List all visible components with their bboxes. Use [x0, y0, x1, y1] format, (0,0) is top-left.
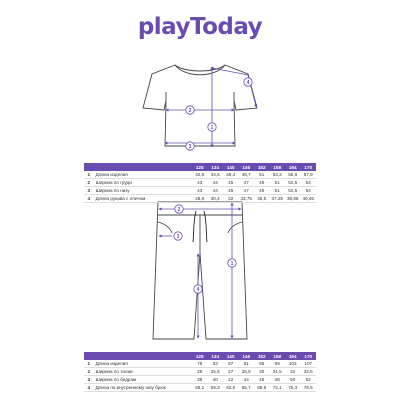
measurement-name: Ширина по низу [94, 187, 192, 195]
cell-value: 28,8 [192, 195, 208, 203]
cell-value: 25,5 [207, 368, 223, 376]
cell-value: 107 [300, 360, 316, 368]
pants-marker-1: 1 [230, 260, 234, 267]
row-number: 3 [84, 187, 94, 195]
tshirt-marker-3: 3 [188, 143, 192, 150]
cell-value: 47 [238, 179, 254, 187]
cell-value: 45 [223, 187, 239, 195]
cell-value: 43 [192, 187, 208, 195]
tshirt-size-header-row [84, 163, 316, 171]
cell-value: 68,9 [254, 384, 270, 392]
size-header: 146 [238, 352, 254, 360]
cell-value: 40 [207, 376, 223, 384]
measurement-name: Длина изделия [94, 360, 192, 368]
cell-value: 37,25 [271, 196, 283, 201]
cell-value: 52 [300, 376, 316, 384]
measurement-name: Ширина по бедрам [94, 376, 192, 384]
cell-value: 44 [207, 187, 223, 195]
cell-value: 25 [192, 368, 208, 376]
cell-value: 51 [254, 171, 270, 179]
cell-value: 57,9 [300, 171, 316, 179]
cell-value: 38,85 [286, 196, 299, 201]
cell-value: 54 [300, 187, 316, 195]
cell-value: 27 [223, 368, 239, 376]
pants-marker-4: 4 [196, 286, 200, 293]
cell-value: 54 [300, 179, 316, 187]
tshirt-marker-4: 4 [246, 79, 250, 86]
cell-value: 47 [238, 187, 254, 195]
cell-value: 48,7 [238, 171, 254, 179]
table-row [84, 171, 316, 179]
cell-value: 39 [192, 376, 208, 384]
cell-value: 44,5 [207, 171, 223, 179]
cell-value: 44 [207, 179, 223, 187]
tshirt-marker-1: 1 [210, 124, 214, 131]
cell-value: 32,5 [300, 368, 316, 376]
cell-value: 52,5 [285, 179, 301, 187]
cell-value: 55,6 [285, 171, 301, 179]
cell-value: 72,1 [269, 384, 285, 392]
cell-value: 49 [254, 187, 270, 195]
cell-value: 32 [285, 368, 301, 376]
cell-value: 52,5 [285, 187, 301, 195]
size-header: 170 [300, 163, 316, 171]
row-number: 1 [84, 360, 94, 368]
cell-value: 103 [285, 360, 301, 368]
table-row [84, 179, 316, 187]
measurement-name: Длина рукава с плечом [94, 195, 192, 203]
size-header: 164 [285, 163, 301, 171]
size-header: 158 [269, 163, 285, 171]
cell-value: 91 [238, 360, 254, 368]
row-number: 2 [84, 179, 94, 187]
cell-value: 87 [223, 360, 239, 368]
cell-value: 83 [207, 360, 223, 368]
cell-value: 40,45 [300, 195, 316, 203]
cell-value: 28,5 [238, 368, 254, 376]
cell-value: 65,7 [238, 384, 254, 392]
pants-size-table [84, 352, 316, 392]
measurement-name: Длина по внутреннему шву брюк [94, 384, 192, 392]
cell-value: 46 [254, 376, 270, 384]
cell-value: 31,5 [269, 368, 285, 376]
cell-value: 95 [254, 360, 270, 368]
table-row [84, 187, 316, 195]
cell-value: 43 [192, 179, 208, 187]
cell-value: 51 [269, 179, 285, 187]
cell-value: 49 [254, 179, 270, 187]
tshirt-marker-2: 2 [188, 107, 192, 114]
tshirt-size-table [84, 163, 316, 203]
cell-value: 42 [223, 376, 239, 384]
table-row [84, 376, 316, 384]
cell-value: 53,3 [269, 171, 285, 179]
pants-size-header-row [84, 352, 316, 360]
pants-marker-2: 2 [177, 206, 181, 213]
size-header: 140 [223, 163, 239, 171]
cell-value: 62,5 [223, 384, 239, 392]
cell-value: 56,1 [192, 384, 208, 392]
cell-value: 45 [223, 179, 239, 187]
table-row [84, 368, 316, 376]
cell-value: 32 [223, 195, 239, 203]
size-header: 134 [207, 163, 223, 171]
table-row [84, 360, 316, 368]
pants-marker-3: 3 [176, 233, 180, 240]
size-header: 128 [192, 352, 208, 360]
measurement-name: Ширина по талии [94, 368, 192, 376]
cell-value: 30,4 [207, 195, 223, 203]
size-header: 158 [269, 352, 285, 360]
row-number: 1 [84, 171, 94, 179]
cell-value: 75,3 [285, 384, 301, 392]
size-header: 152 [254, 352, 270, 360]
size-header: 134 [207, 352, 223, 360]
row-number: 4 [84, 195, 94, 203]
size-header: 170 [300, 352, 316, 360]
cell-value: 79 [192, 360, 208, 368]
measurement-name: Длина изделия [94, 171, 192, 179]
cell-value: 46,4 [223, 171, 239, 179]
tshirt-outline [143, 65, 257, 146]
row-number: 4 [84, 384, 94, 392]
row-number: 2 [84, 368, 94, 376]
table-row [84, 384, 316, 392]
measurement-name: Ширина по груди [94, 179, 192, 187]
cell-value: 99 [269, 360, 285, 368]
cell-value: 51 [269, 187, 285, 195]
cell-value: 78,5 [300, 384, 316, 392]
cell-value: 59,3 [207, 384, 223, 392]
row-number: 3 [84, 376, 94, 384]
cell-value: 44 [238, 376, 254, 384]
cell-value: 50 [285, 376, 301, 384]
cell-value: 48 [269, 376, 285, 384]
cell-value: 35,5 [254, 195, 270, 203]
cell-value: 30 [254, 368, 270, 376]
cell-value: 42,6 [192, 171, 208, 179]
cell-value: 33,75 [240, 196, 252, 201]
table-row [84, 195, 316, 203]
pants-outline [153, 202, 247, 339]
size-header: 164 [285, 352, 301, 360]
brand-logo: playToday [137, 14, 263, 40]
size-header: 140 [223, 352, 239, 360]
size-header: 128 [192, 163, 208, 171]
size-header: 152 [254, 163, 270, 171]
size-header: 146 [238, 163, 254, 171]
